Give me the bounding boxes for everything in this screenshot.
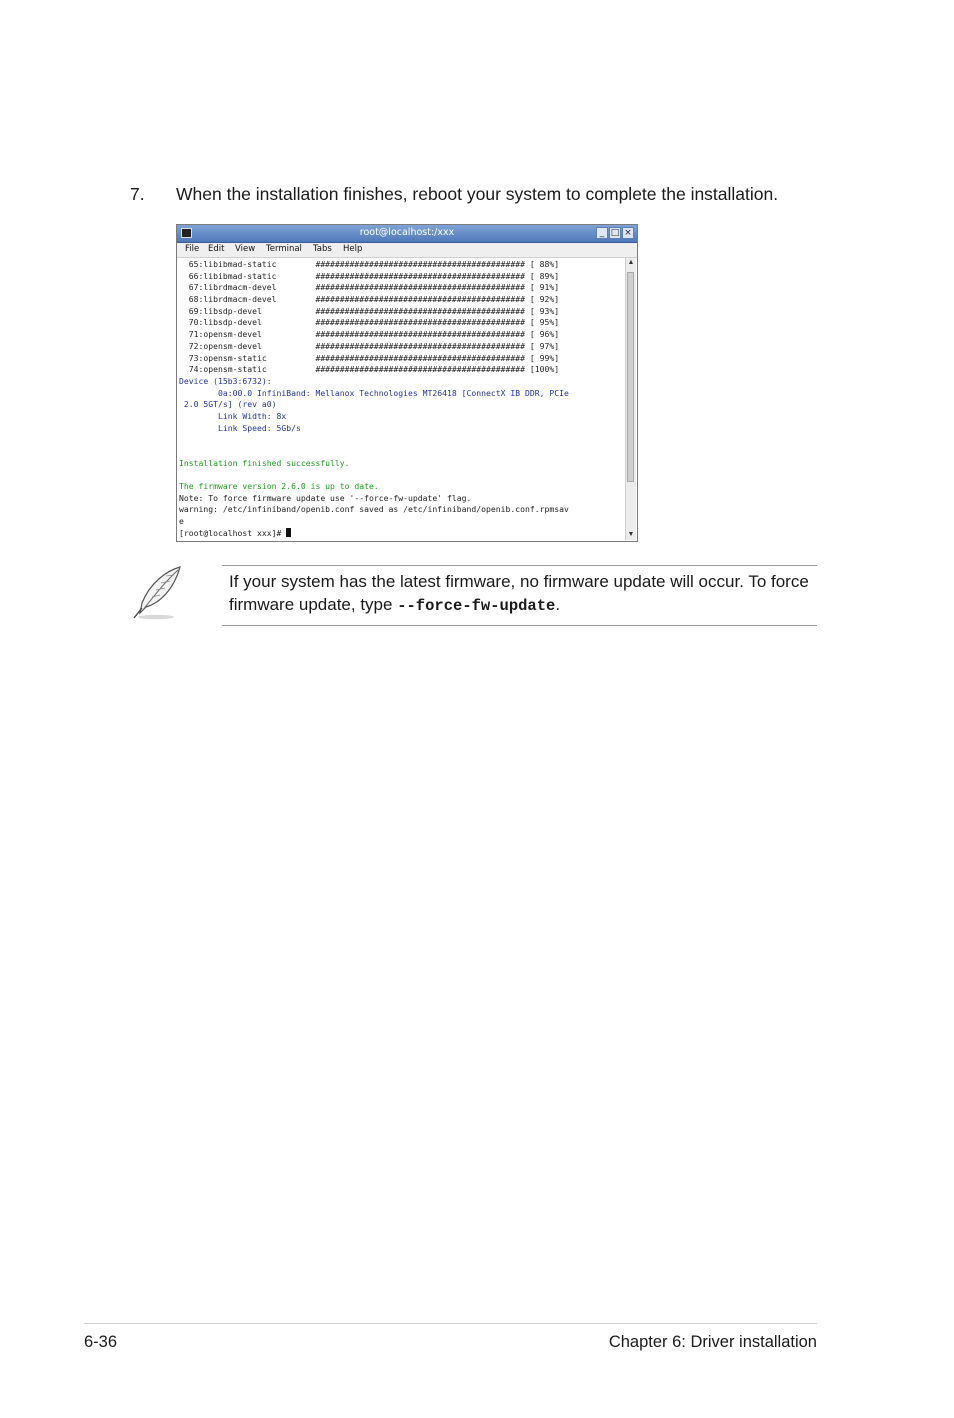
- scroll-thumb[interactable]: [627, 272, 634, 482]
- terminal-window: [176, 224, 638, 542]
- feather-pen-icon: [130, 563, 186, 621]
- terminal-line: 69:libsdp-devel ########################################### [ 93%]: [179, 305, 560, 316]
- terminal-line: Link Speed: 5Gb/s: [179, 422, 301, 433]
- menu-tabs[interactable]: Tabs: [313, 244, 332, 254]
- terminal-line: 74:opensm-static ########################################### [100%]: [179, 364, 560, 375]
- terminal-scrollbar[interactable]: [625, 258, 636, 540]
- terminal-titlebar[interactable]: [177, 225, 637, 243]
- terminal-line: 0a:00.0 InfiniBand: Mellanox Technologies MT26418 [ConnectX IB DDR, PCIe: [179, 387, 569, 398]
- terminal-line: 73:opensm-static ########################################### [ 99%]: [179, 352, 560, 363]
- terminal-line: 2.0 5GT/s] (rev a0): [179, 399, 277, 410]
- terminal-line: 70:libsdp-devel ########################################### [ 95%]: [179, 317, 560, 328]
- terminal-output[interactable]: [179, 259, 625, 541]
- terminal-line: 66:libibmad-static ########################################### [ 89%]: [179, 270, 560, 281]
- note-code: --force-fw-update: [397, 596, 556, 615]
- minimize-button[interactable]: _: [596, 227, 608, 239]
- chapter-title: Chapter 6: Driver installation: [608, 1333, 817, 1351]
- menu-terminal[interactable]: Terminal: [266, 244, 302, 254]
- step-text: When the installation finishes, reboot your system to complete the installation.: [176, 184, 779, 204]
- terminal-menubar: [177, 243, 637, 258]
- terminal-line: 72:opensm-devel ########################################### [ 97%]: [179, 340, 560, 351]
- note-text: [229, 571, 819, 617]
- scroll-up-icon[interactable]: ▲: [627, 259, 635, 266]
- terminal-line: [179, 469, 625, 481]
- terminal-line: 71:opensm-devel ########################################### [ 96%]: [179, 329, 560, 340]
- menu-file[interactable]: File: [185, 244, 200, 254]
- step-number: 7.: [130, 184, 145, 204]
- note-text-before: If your system has the latest firmware, no firmware update will occur. To force firmware update, type: [229, 572, 809, 614]
- terminal-prompt: [root@localhost xxx]#: [179, 527, 287, 538]
- menu-edit[interactable]: Edit: [208, 244, 225, 254]
- terminal-line: Note: To force firmware update use '--force-fw-update' flag.: [179, 492, 472, 503]
- terminal-line: 68:librdmacm-devel ########################################### [ 92%]: [179, 294, 560, 305]
- terminal-line: Link Width: 8x: [179, 410, 287, 421]
- note-top-rule: [222, 565, 817, 566]
- close-button[interactable]: ×: [622, 227, 634, 239]
- terminal-line: 67:librdmacm-devel ########################################### [ 91%]: [179, 282, 560, 293]
- terminal-prompt-line[interactable]: [179, 528, 625, 540]
- terminal-title: root@localhost:/xxx: [359, 227, 455, 238]
- terminal-line: [179, 434, 625, 446]
- note-text-after: .: [555, 594, 561, 614]
- terminal-line: e: [179, 516, 184, 527]
- menu-view[interactable]: View: [235, 244, 256, 254]
- menu-help[interactable]: Help: [343, 244, 363, 254]
- terminal-cursor: [286, 528, 291, 537]
- terminal-line: The firmware version 2.6.0 is up to date.: [179, 481, 379, 492]
- terminal-line: 65:libibmad-static ########################################### [ 88%]: [179, 259, 560, 269]
- note-bottom-rule: [222, 625, 817, 626]
- terminal-line: [179, 446, 625, 458]
- terminal-line: Device (15b3:6732):: [179, 375, 272, 386]
- scroll-down-icon[interactable]: ▼: [627, 531, 635, 538]
- page-number: 6-36: [84, 1333, 118, 1351]
- footer-rule: [84, 1323, 817, 1324]
- maximize-button[interactable]: □: [610, 228, 620, 238]
- terminal-line: warning: /etc/infiniband/openib.conf saved as /etc/infiniband/openib.conf.rpmsav: [179, 504, 569, 515]
- terminal-line: Installation finished successfully.: [179, 457, 350, 468]
